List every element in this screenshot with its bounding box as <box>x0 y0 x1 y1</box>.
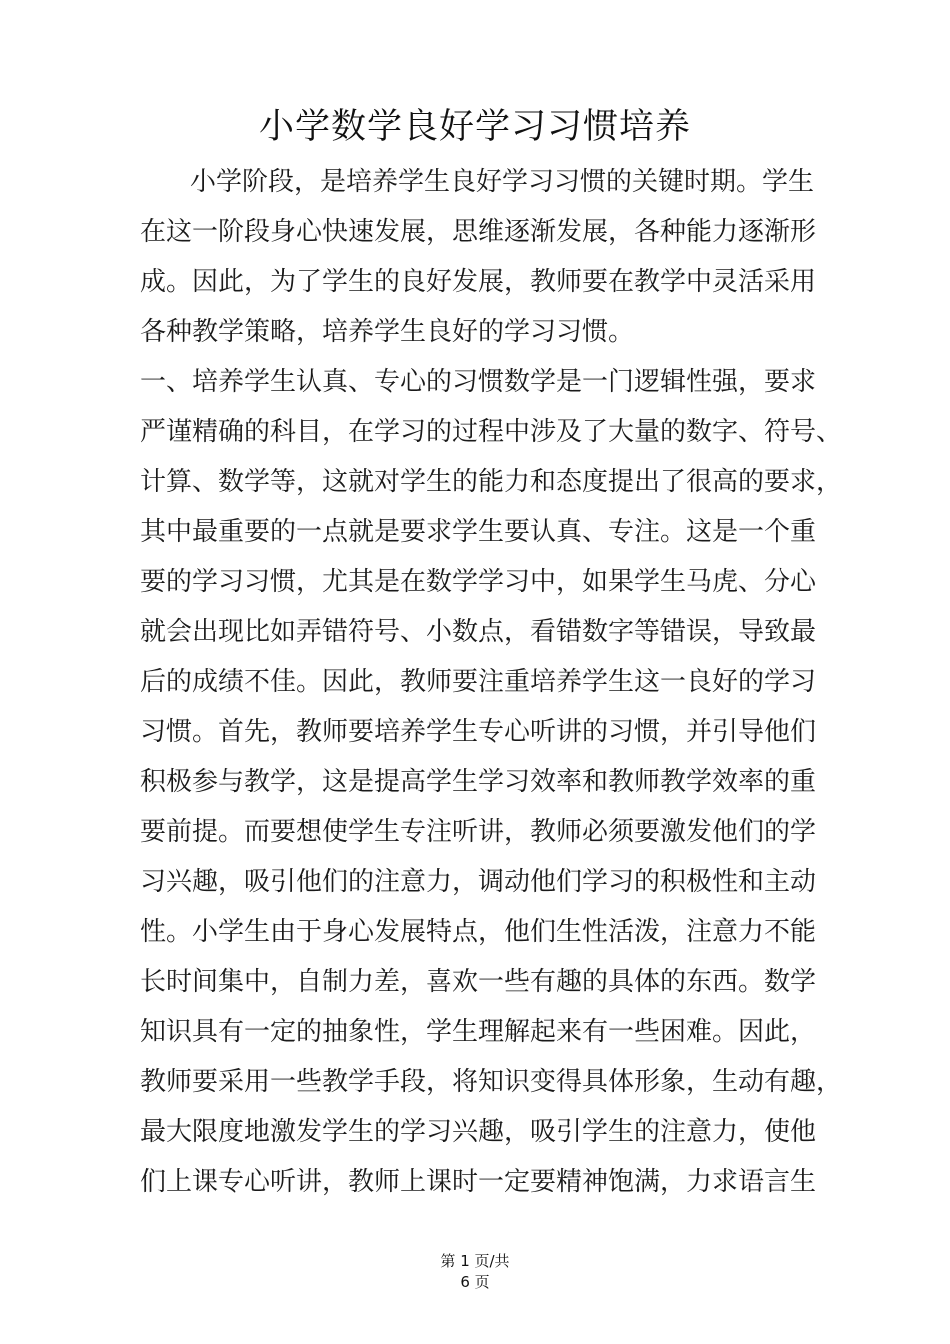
paragraph-line: 积极参与教学，这是提高学生学习效率和教师教学效率的重 <box>140 767 817 797</box>
paragraph-line: 严谨精确的科目，在学习的过程中涉及了大量的数字、符号、 <box>140 417 843 447</box>
paragraph-line: 在这一阶段身心快速发展，思维逐渐发展，各种能力逐渐形 <box>140 217 817 247</box>
paragraph-line: 要前提。而要想使学生专注听讲，教师必须要激发他们的学 <box>140 817 817 847</box>
paragraph-line: 教师要采用一些教学手段，将知识变得具体形象，生动有趣， <box>140 1067 843 1097</box>
paragraph-line: 成。因此，为了学生的良好发展，教师要在教学中灵活采用 <box>140 267 817 297</box>
paragraph-line: 各种教学策略，培养学生良好的学习习惯。 <box>140 317 635 347</box>
page-title: 小学数学良好学习习惯培养 <box>258 107 691 147</box>
paragraph-line: 知识具有一定的抽象性，学生理解起来有一些困难。因此， <box>140 1017 817 1047</box>
paragraph-line: 习兴趣，吸引他们的注意力，调动他们学习的积极性和主动 <box>140 867 817 897</box>
paragraph-line: 后的成绩不佳。因此，教师要注重培养学生这一良好的学习 <box>140 667 817 697</box>
paragraph-line: 长时间集中，自制力差，喜欢一些有趣的具体的东西。数学 <box>140 967 817 997</box>
paragraph-line: 们上课专心听讲，教师上课时一定要精神饱满，力求语言生 <box>140 1167 817 1197</box>
paragraph-line: 要的学习习惯，尤其是在数学学习中，如果学生马虎、分心 <box>140 567 817 597</box>
paragraph-line: 性。小学生由于身心发展特点，他们生性活泼，注意力不能 <box>140 917 817 947</box>
paragraph-line: 习惯。首先，教师要培养学生专心听讲的习惯，并引导他们 <box>140 717 817 747</box>
page-number-line-2: 6 页 <box>460 1273 490 1291</box>
page-number-line-1: 第 1 页/共 <box>440 1252 510 1270</box>
paragraph-line: 小学阶段，是培养学生良好学习习惯的关键时期。学生 <box>190 167 815 197</box>
paragraph-line: 计算、数学等，这就对学生的能力和态度提出了很高的要求， <box>140 467 843 497</box>
paragraph-line: 其中最重要的一点就是要求学生要认真、专注。这是一个重 <box>140 517 817 547</box>
paragraph-line: 一、培养学生认真、专心的习惯数学是一门逻辑性强，要求 <box>140 367 817 397</box>
paragraph-line: 就会出现比如弄错符号、小数点，看错数字等错误，导致最 <box>140 617 817 647</box>
paragraph-line: 最大限度地激发学生的学习兴趣，吸引学生的注意力，使他 <box>140 1117 817 1147</box>
